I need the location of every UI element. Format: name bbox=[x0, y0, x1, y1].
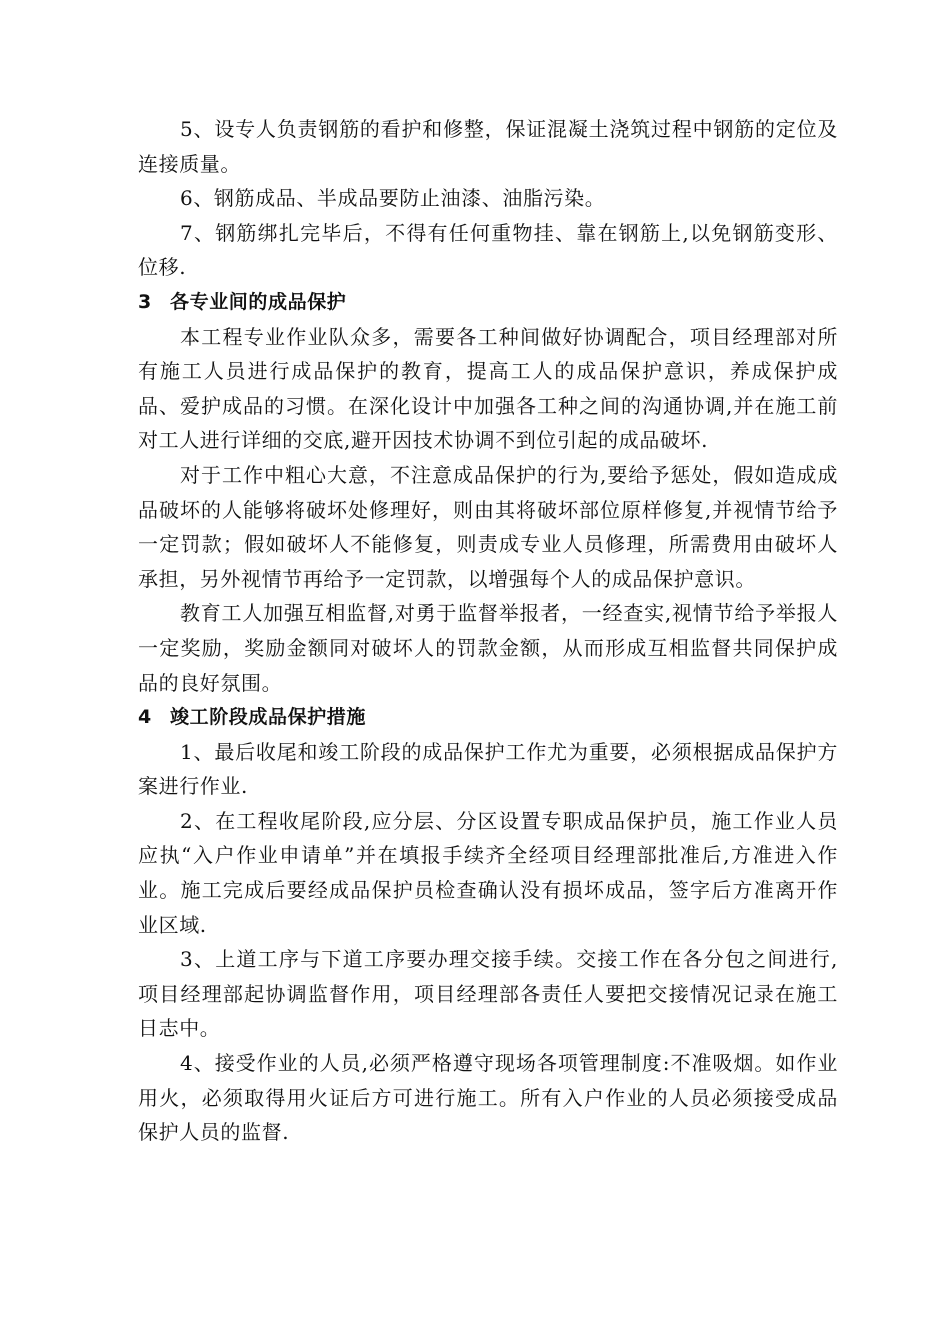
section-heading-4 bbox=[138, 700, 838, 735]
paragraph-completion-item-2: 2、在工程收尾阶段,应分层、分区设置专职成品保护员，施工作业人员应执“入户作业申请单”并在填报手续齐全经项目经理部批准后,方准进入作业。施工完成后要经成品保护员检查确认没有损坏成品，签字后方准离开作业区域. bbox=[138, 808, 838, 937]
section-title: 各专业间的成品保护 bbox=[170, 290, 347, 313]
paragraph-completion-item-3: 3、上道工序与下道工序要办理交接手续。交接工作在各分包之间进行,项目经理部起协调监督作用，项目经理部各责任人要把交接情况记录在施工日志中。 bbox=[138, 947, 838, 1041]
paragraph-completion-item-4: 4、接受作业的人员,必须严格遵守现场各项管理制度:不准吸烟。如作业用火，必须取得用火证后方可进行施工。所有入户作业的人员必须接受成品保护人员的监督. bbox=[138, 1051, 838, 1145]
paragraph-rebar-item-6: 6、钢筋成品、半成品要防止油漆、油脂污染。 bbox=[180, 186, 606, 211]
paragraph-rebar-item-7: 7、钢筋绑扎完毕后，不得有任何重物挂、靠在钢筋上,以免钢筋变形、位移. bbox=[138, 220, 838, 280]
section-number: 4 bbox=[138, 706, 152, 729]
section-title: 竣工阶段成品保护措施 bbox=[170, 706, 367, 729]
paragraph-completion-item-1: 1、最后收尾和竣工阶段的成品保护工作尤为重要，必须根据成品保护方案进行作业. bbox=[138, 739, 838, 799]
paragraph-rebar-item-5: 5、设专人负责钢筋的看护和修整，保证混凝土浇筑过程中钢筋的定位及连接质量。 bbox=[138, 117, 838, 176]
section-heading-3 bbox=[138, 285, 838, 320]
paragraph-coordination: 本工程专业作业队众多，需要各工种间做好协调配合，项目经理部对所有施工人员进行成品保护的教育，提高工人的成品保护意识，养成保护成品、爱护成品的习惯。在深化设计中加强各工种之间的沟通协调,并在施工前对工人进行详细的交底,避开因技术协调不到位引起的成品破坏. bbox=[138, 324, 838, 453]
paragraph-mutual-supervision: 教育工人加强互相监督,对勇于监督举报者，一经查实,视情节给予举报人一定奖励，奖励金额同对破坏人的罚款金额，从而形成互相监督共同保护成品的良好氛围。 bbox=[138, 601, 838, 695]
section-number: 3 bbox=[138, 290, 152, 313]
paragraph-penalty: 对于工作中粗心大意，不注意成品保护的行为,要给予惩处，假如造成成品破坏的人能够将破坏处修理好，则由其将破坏部位原样修复,并视情节给予一定罚款；假如破坏人不能修复，则责成专业人员修理，所需费用由破坏人承担，另外视情节再给予一定罚款，以增强每个人的成品保护意识。 bbox=[138, 462, 838, 591]
document-page bbox=[138, 112, 838, 1150]
